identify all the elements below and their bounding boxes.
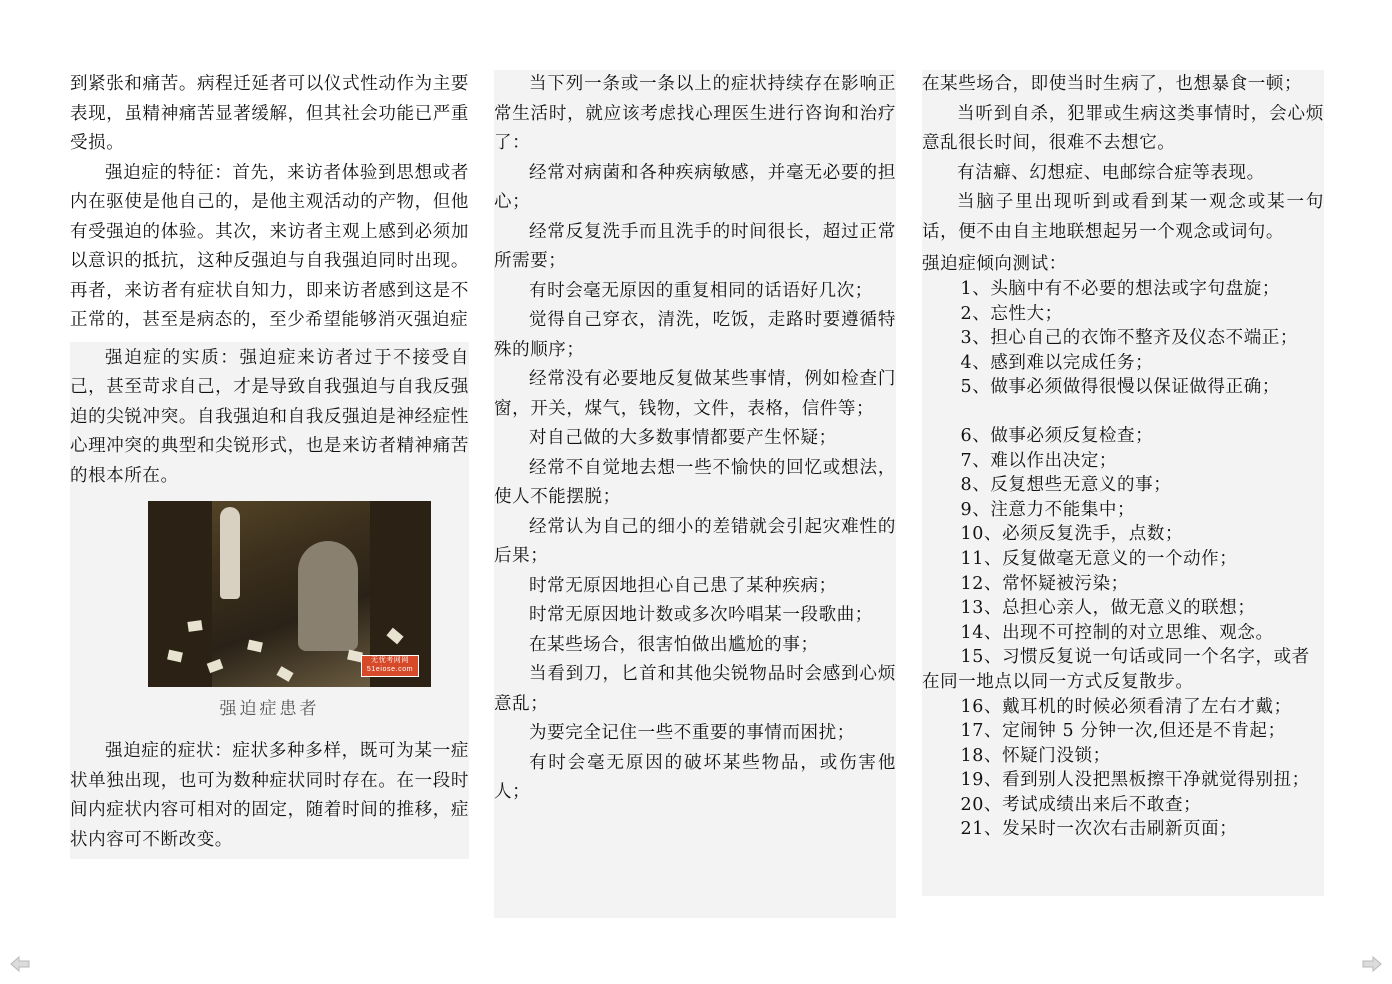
column-2-paragraph: 经常认为自己的细小的差错就会引起灾难性的后果； [494, 516, 896, 566]
next-page-button[interactable] [1362, 956, 1382, 972]
column-2-paragraph: 经常对病菌和各种疾病敏感，并毫无必要的担心； [494, 162, 896, 212]
column-1 [70, 70, 469, 859]
image-watermark: 无忧考网网 51eiose.com [361, 655, 419, 677]
column-2-paragraph: 时常无原因地担心自己患了某种疾病； [529, 575, 837, 596]
test-item: 11、反复做毫无意义的一个动作； [960, 548, 1238, 569]
test-item: 5、做事必须做得很慢以保证做得正确； [960, 377, 1280, 398]
test-item: 1、头脑中有不必要的想法或字句盘旋； [960, 279, 1280, 299]
column-2-paragraph: 有时会毫无原因的破坏某些物品，或伤害他人； [494, 752, 896, 802]
test-item: 9、注意力不能集中； [960, 499, 1136, 520]
test-item: 16、戴耳机的时候必须看清了左右才戴； [960, 696, 1292, 717]
test-item: 18、怀疑门没锁； [960, 745, 1111, 766]
column-3-paragraph: 当脑子里出现听到或看到某一观念或某一句话，便不由自主地联想起另一个观念或词句。 [922, 192, 1324, 242]
column-1-block-b [70, 342, 469, 734]
test-item: 2、忘性大； [960, 303, 1063, 324]
test-heading: 强迫症倾向测试： [922, 254, 1067, 274]
column-3-paragraph: 有洁癖、幻想症、电邮综合症等表现。 [957, 162, 1265, 183]
column-2-paragraph: 当下列一条或一条以上的症状持续存在影响正常生活时，就应该考虑找心理医生进行咨询和治疗了： [494, 74, 896, 153]
man-figure [298, 541, 358, 651]
woman-figure [220, 507, 240, 599]
test-item: 13、总担心亲人，做无意义的联想； [960, 598, 1256, 619]
test-item: 12、常怀疑被污染； [960, 573, 1129, 594]
column-1-block-c [70, 733, 469, 859]
test-item: 4、感到难以完成任务； [960, 352, 1154, 373]
test-item: 15、习惯反复说一句话或同一个名字，或者在同一地点以同一方式反复散步。 [922, 647, 1310, 692]
column-2-paragraph: 经常反复洗手而且洗手的时间很长，超过正常所需要； [494, 221, 896, 271]
test-item: 21、发呆时一次次右击刷新页面； [960, 819, 1238, 840]
left-arrow-icon [10, 956, 30, 972]
column-2-paragraph: 经常不自觉地去想一些不愉快的回忆或想法，使人不能摆脱； [494, 457, 896, 507]
paragraph-features: 强迫症的特征：首先，来访者体验到思想或者内在驱使是他自己的，是他主观活动的产物，但他有受强迫的体验。其次，来访者主观上感到必须加以意识的抵抗，这种反强迫与自我强迫同时出现。再者，来访者有症状自知力，即来访者感到这是不正常的，甚至是病态的，至少希望能够消灭强迫症 [70, 162, 469, 330]
column-3 [922, 70, 1324, 896]
right-arrow-icon [1362, 956, 1382, 972]
paragraph-intro: 到紧张和痛苦。病程迁延者可以仪式性动作为主要表现，虽精神痛苦显著缓解，但其社会功能已严重受损。 [70, 74, 469, 153]
test-item: 7、难以作出决定； [960, 450, 1118, 471]
patient-photo [148, 501, 431, 687]
column-2-paragraph: 经常没有必要地反复做某些事情，例如检查门窗，开关，煤气，钱物，文件，表格，信件等； [494, 369, 896, 419]
column-2-paragraph: 当看到刀，匕首和其他尖锐物品时会感到心烦意乱； [494, 664, 896, 714]
test-item: 17、定闹钟 5 分钟一次,但还是不肯起； [960, 721, 1286, 742]
previous-page-button[interactable] [10, 956, 30, 972]
test-item: 14、出现不可控制的对立思维、观念。 [960, 622, 1274, 643]
column-2-paragraph: 为要完全记住一些不重要的事情而困扰； [529, 723, 855, 743]
test-item: 6、做事必须反复检查； [960, 425, 1154, 446]
image-caption: 强迫症患者 [219, 699, 320, 719]
column-2-paragraph: 有时会毫无原因的重复相同的话语好几次； [529, 280, 873, 301]
column-2 [494, 70, 896, 918]
test-item: 8、反复想些无意义的事； [960, 475, 1172, 496]
list-spacer [922, 400, 1324, 424]
column-3-paragraph: 当听到自杀，犯罪或生病这类事情时，会心烦意乱很长时间，很难不去想它。 [922, 103, 1324, 153]
test-list [922, 277, 1324, 842]
test-item: 20、考试成绩出来后不敢查； [960, 794, 1202, 815]
column-2-paragraph: 在某些场合，很害怕做出尴尬的事； [529, 634, 819, 655]
column-1-block-a [70, 70, 469, 336]
paragraph-essence: 强迫症的实质：强迫症来访者过于不接受自己，甚至苛求自己，才是导致自我强迫与自我反强迫的尖锐冲突。自我强迫和自我反强迫是神经症性心理冲突的典型和尖锐形式，也是来访者精神痛苦的根本所在。 [70, 347, 469, 486]
test-item: 10、必须反复洗手，点数； [960, 524, 1184, 545]
test-item: 3、担心自己的衣饰不整齐及仪态不端正； [960, 328, 1299, 349]
column-2-paragraph: 时常无原因地计数或多次吟唱某一段歌曲； [529, 605, 873, 625]
figure [70, 491, 469, 733]
column-2-paragraph: 觉得自己穿衣，清洗，吃饭，走路时要遵循特殊的顺序； [494, 310, 896, 360]
paragraph-symptoms: 强迫症的症状：症状多种多样，既可为某一症状单独出现，也可为数种症状同时存在。在一段时间内症状内容可相对的固定，随着时间的推移，症状内容可不断改变。 [70, 741, 469, 850]
column-3-paragraph: 在某些场合，即使当时生病了，也想暴食一顿； [922, 74, 1303, 94]
column-2-paragraph: 对自己做的大多数事情都要产生怀疑； [529, 428, 837, 448]
test-item: 19、看到别人没把黑板擦干净就觉得别扭； [960, 770, 1310, 791]
